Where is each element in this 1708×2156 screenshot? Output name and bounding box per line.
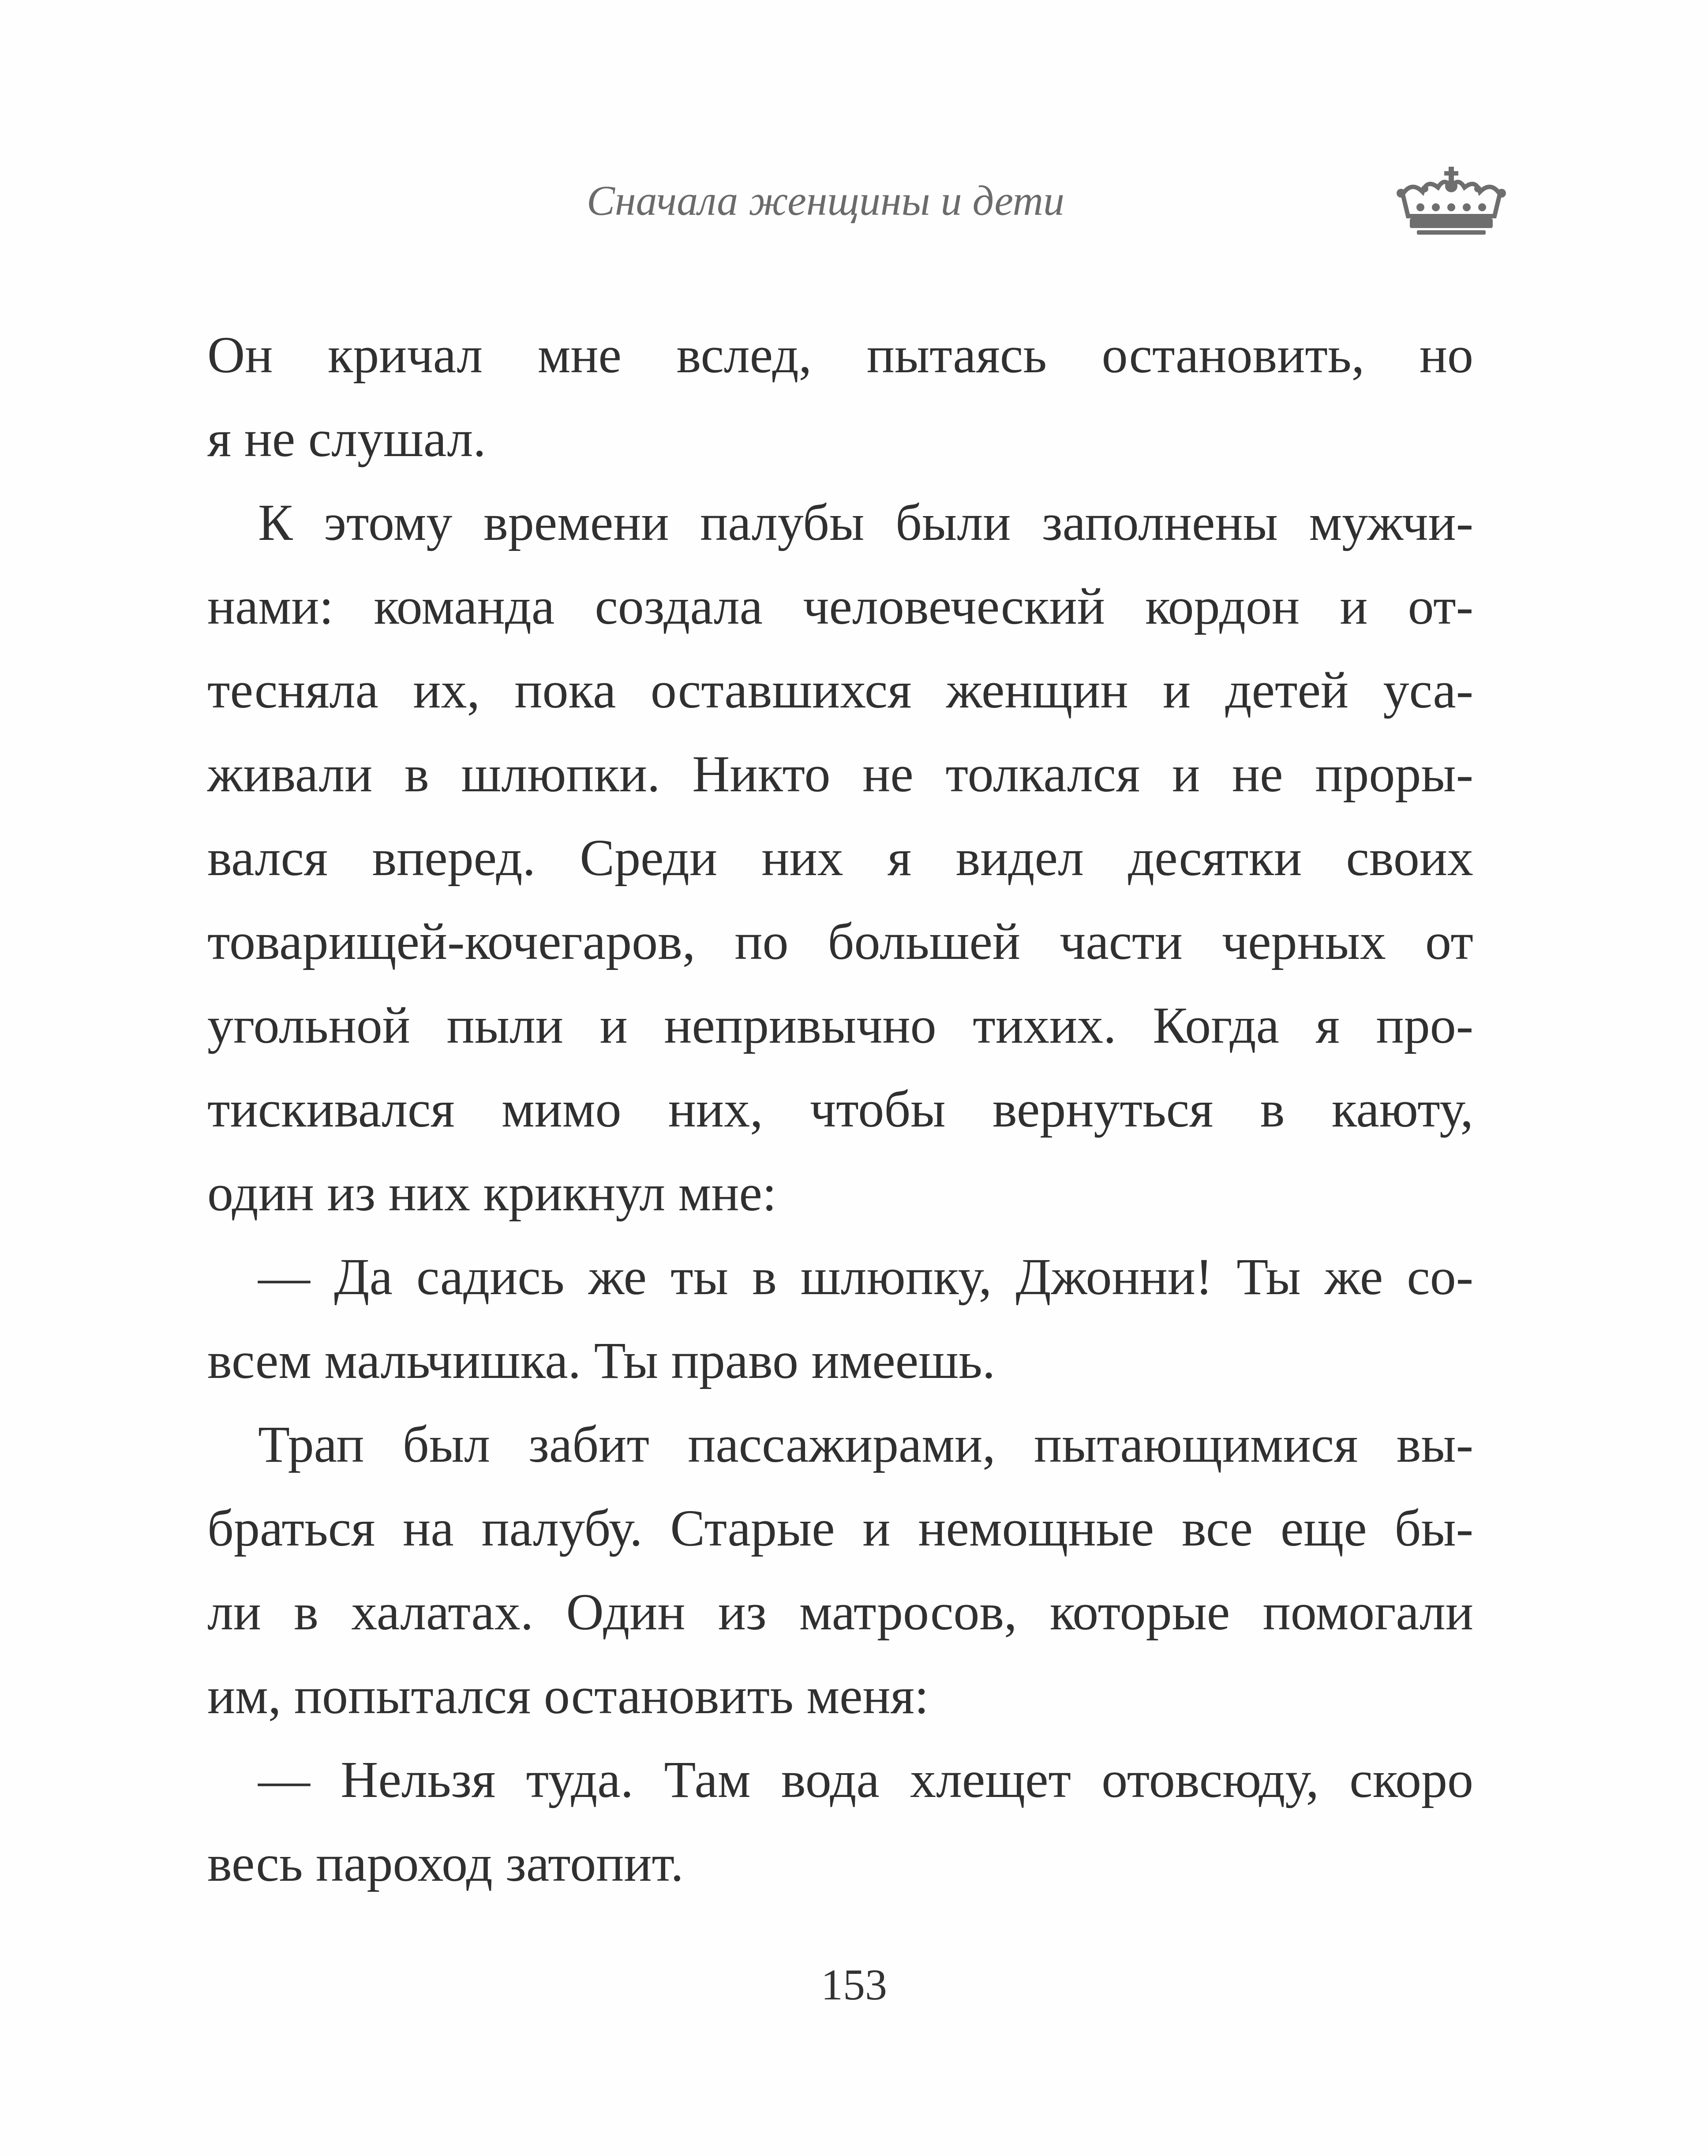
text-line: угольной пыли и непривычно тихих. Когда я про- — [207, 996, 1473, 1054]
text-line: один из них крикнул мне: — [207, 1164, 777, 1222]
running-head-title: Сначала женщины и дети — [587, 177, 1064, 224]
text-line: Трап был забит пассажирами, пытающимися вы- — [258, 1415, 1473, 1473]
text-line: весь пароход затопит. — [207, 1834, 684, 1892]
text-line: К этому времени палубы были заполнены мужчи- — [258, 494, 1473, 551]
text-line: браться на палубу. Старые и немощные все еще бы- — [207, 1499, 1473, 1557]
text-line: я не слушал. — [207, 410, 486, 468]
page-number: 153 — [821, 1960, 887, 2009]
text-line: нами: команда создала человеческий кордон и от- — [207, 577, 1473, 635]
text-line: всем мальчишка. Ты право имеешь. — [207, 1332, 996, 1389]
text-line: Он кричал мне вслед, пытаясь остановить, но — [207, 326, 1473, 384]
body-text — [207, 313, 1473, 1905]
text-line: ли в халатах. Один из матросов, которые помогали — [207, 1583, 1473, 1641]
text-line: им, попытался остановить меня: — [207, 1667, 929, 1725]
text-line: товарищей-кочегаров, по большей части черных от — [207, 913, 1473, 970]
text-line: — Да садись же ты в шлюпку, Джонни! Ты же со- — [258, 1248, 1473, 1306]
text-line: тискивался мимо них, чтобы вернуться в каюту, — [207, 1080, 1473, 1138]
crown-icon — [1394, 163, 1509, 238]
text-line: тесняла их, пока оставшихся женщин и детей уса- — [207, 661, 1473, 719]
text-line: вался вперед. Среди них я видел десятки своих — [207, 829, 1473, 887]
text-line: — Нельзя туда. Там вода хлещет отовсюду, скоро — [258, 1751, 1473, 1808]
text-line: живали в шлюпки. Никто не толкался и не проры- — [207, 745, 1473, 803]
